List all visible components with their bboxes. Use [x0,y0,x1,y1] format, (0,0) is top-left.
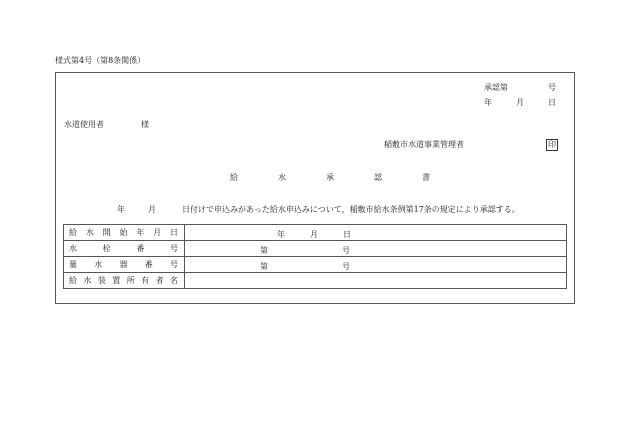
addressee-honorific: 様 [141,120,149,129]
seal-mark [546,139,558,151]
header-date-month: 月 [516,98,524,107]
value-part: 日 [343,230,351,239]
row-value [185,273,567,289]
value-part: 第 [260,246,268,255]
approval-number-prefix: 承認第 [484,83,508,92]
row-value [185,257,567,273]
row-value [185,225,567,241]
info-table [63,224,567,289]
value-part: 号 [342,262,350,271]
header-date-year: 年 [484,98,492,107]
body-month: 月 [148,205,156,214]
table-row [64,257,567,273]
seal-label: 印 [548,140,556,149]
form-number: 様式第4号（第8条関係） [55,56,146,65]
value-part: 月 [310,230,318,239]
body-year: 年 [117,205,125,214]
row-label: 給水装置所有者名 [64,273,185,289]
header-date-day: 日 [548,98,556,107]
table-row [64,225,567,241]
table-row [64,273,567,289]
row-label: 水栓番号 [64,241,185,257]
row-label: 量水器番号 [64,257,185,273]
row-value [185,241,567,257]
issuer-name: 稲敷市水道事業管理者 [384,140,464,149]
table-row [64,241,567,257]
value-part: 年 [277,230,285,239]
value-part: 第 [260,262,268,271]
body-text: 日付けで申込みがあった給水申込みについて，稲敷市給水条例第17条の規定により承認する。 [182,205,520,214]
document-title: 給水承認書 [230,173,470,182]
addressee-label: 水道使用者 [64,120,104,129]
approval-number-suffix: 号 [548,83,556,92]
value-part: 号 [342,246,350,255]
row-label: 給水開始年月日 [64,225,185,241]
